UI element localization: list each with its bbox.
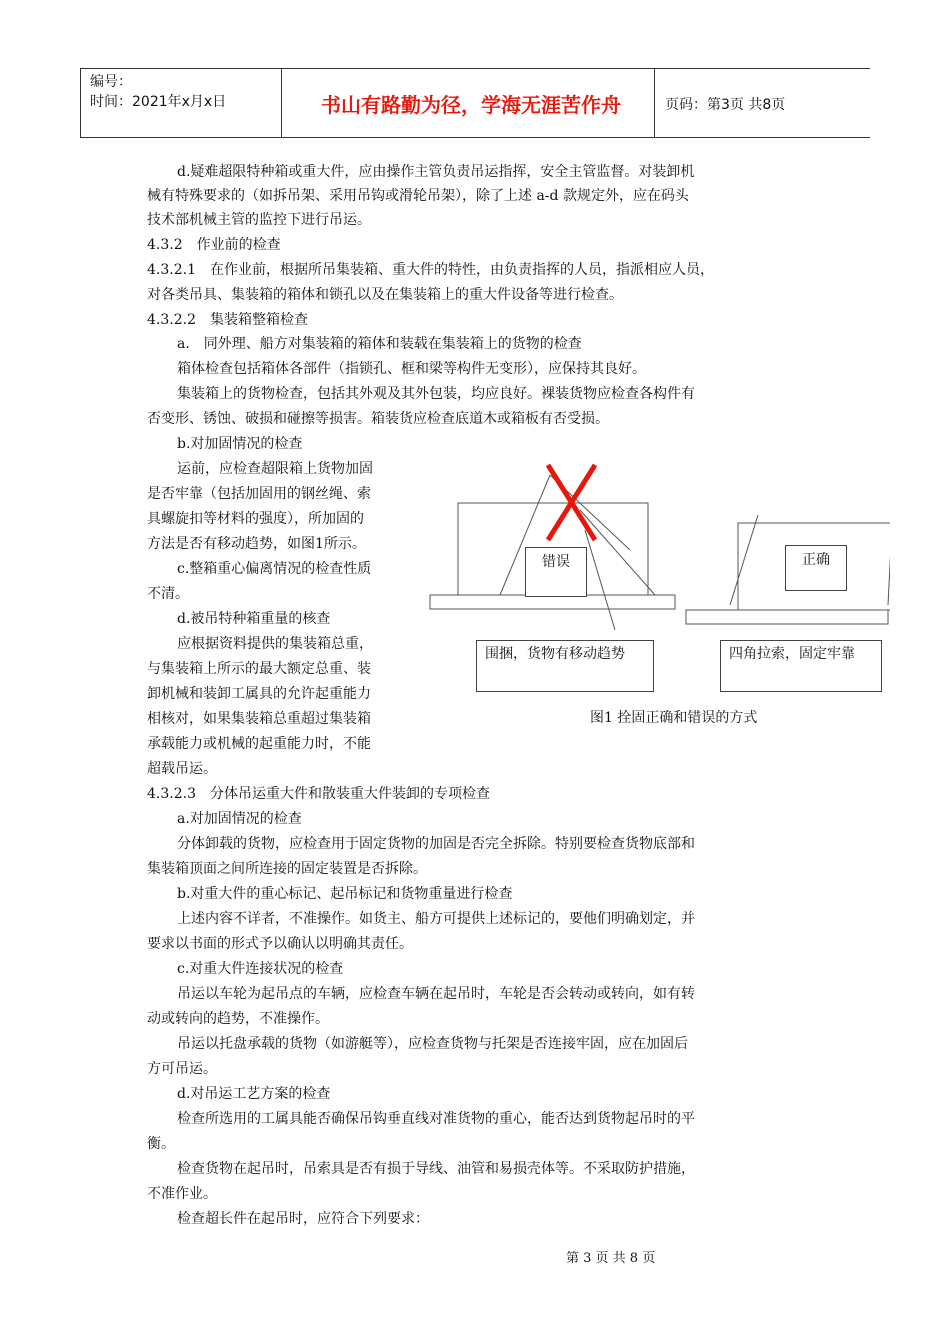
wrong-label: 错误 [542, 554, 570, 570]
body-line: 检查所选用的工属具能否确保吊钩垂直线对准货物的重心，能否达到货物起吊时的平 [177, 1111, 695, 1127]
body-line: 4.3.2.1 在作业前，根据所吊集装箱、重大件的特性，由负责指挥的人员，指派相应人员， [147, 262, 714, 278]
body-line: 否变形、锈蚀、破损和碰擦等损害。箱装货应检查底道木或箱板有否受损。 [147, 411, 609, 427]
body-line: b.对重大件的重心标记、起吊标记和货物重量进行检查 [177, 886, 513, 902]
right-label: 正确 [802, 552, 830, 568]
right-lashing-1 [730, 515, 758, 605]
figure-1 [420, 455, 890, 735]
body-line: c.整箱重心偏离情况的检查性质 [177, 561, 372, 577]
right-base-platform [686, 610, 888, 624]
header-number: 编号： [90, 74, 132, 90]
section-heading: 4.3.2 作业前的检查 [147, 237, 281, 253]
right-note: 四角拉索，固定牢靠 [729, 646, 855, 662]
header-border-left [80, 69, 81, 137]
wrong-base-platform [430, 595, 675, 609]
body-line: 集装箱顶面之间所连接的固定装置是否拆除。 [147, 861, 427, 877]
body-line: 承载能力或机械的起重能力时，不能 [147, 736, 371, 752]
body-line: 械有特殊要求的（如拆吊架、采用吊钩或滑轮吊架），除了上述 a-d 款规定外，应在码头 [147, 188, 689, 204]
body-line: 相核对，如果集装箱总重超过集装箱 [147, 711, 371, 727]
body-line: 卸机械和装卸工属具的允许起重能力 [147, 686, 371, 702]
lashing-diagram [420, 455, 890, 735]
body-line: 不准作业。 [147, 1186, 217, 1202]
body-line: 运前，应检查超限箱上货物加固 [177, 461, 373, 477]
body-line: 方可吊运。 [147, 1061, 217, 1077]
body-line: 检查货物在起吊时，吊索具是否有损于导线、油管和易损壳体等。不采取防护措施， [177, 1161, 695, 1177]
body-line: 超载吊运。 [147, 761, 217, 777]
body-line: 检查超长件在起吊时，应符合下列要求： [177, 1211, 429, 1227]
body-line: a.对加固情况的检查 [177, 811, 302, 827]
body-line: c.对重大件连接状况的检查 [177, 961, 344, 977]
header-motto: 书山有路勤为径，学海无涯苦作舟 [321, 93, 621, 117]
body-line: 具螺旋扣等材料的强度），所加固的 [147, 511, 364, 527]
body-line: 衡。 [147, 1136, 175, 1152]
header-divider-1 [281, 69, 282, 137]
body-line: 集装箱上的货物检查，包括其外观及其外包装，均应良好。裸装货物应检查各构件有 [177, 386, 695, 402]
wrong-label-box [525, 547, 587, 597]
body-line: d.疑难超限特种箱或重大件，应由操作主管负责吊运指挥，安全主管监督。对装卸机 [177, 164, 695, 180]
body-line: 不清。 [147, 586, 189, 602]
body-line: 吊运以托盘承载的货物（如游艇等），应检查货物与托架是否连接牢固，应在加固后 [177, 1036, 688, 1052]
wrong-note: 围捆，货物有移动趋势 [485, 646, 625, 662]
body-line: 技术部机械主管的监控下进行吊运。 [147, 212, 371, 228]
section-heading: 4.3.2.3 分体吊运重大件和散装重大件装卸的专项检查 [147, 786, 490, 802]
body-line: 与集装箱上所示的最大额定总重、装 [147, 661, 371, 677]
body-line: 箱体检查包括箱体各部件（指锁孔、框和梁等构件无变形），应保持其良好。 [177, 361, 646, 377]
figure-caption: 图1 拴固正确和错误的方式 [590, 710, 758, 726]
body-line: 吊运以车轮为起吊点的车辆，应检查车辆在起吊时，车轮是否会转动或转向，如有转 [177, 986, 695, 1002]
wrong-note-box [476, 640, 654, 692]
body-line: d.对吊运工艺方案的检查 [177, 1086, 331, 1102]
header-meta [90, 72, 226, 112]
body-line: b.对加固情况的检查 [177, 436, 303, 452]
right-lashing-2 [888, 525, 890, 605]
body-line: 对各类吊具、集装箱的箱体和锁孔以及在集装箱上的重大件设备等进行检查。 [147, 287, 623, 303]
header-date: 时间：2021年x月x日 [90, 94, 227, 110]
header-page-info: 页码：第3页 共8页 [665, 97, 786, 113]
body-line: 应根据资料提供的集装箱总重， [177, 636, 373, 652]
section-heading: 4.3.2.2 集装箱整箱检查 [147, 312, 308, 328]
right-label-box [785, 545, 847, 591]
body-line: 方法是否有移动趋势，如图1所示。 [147, 536, 366, 552]
body-line: 上述内容不详者，不准操作。如货主、船方可提供上述标记的，要他们明确划定，并 [177, 911, 695, 927]
page-header [80, 68, 870, 138]
body-line: d.被吊特种箱重量的核查 [177, 611, 331, 627]
body-line: 动或转向的趋势，不准操作。 [147, 1011, 329, 1027]
right-note-box [720, 640, 882, 692]
body-line: 分体卸载的货物，应检查用于固定货物的加固是否完全拆除。特别要检查货物底部和 [177, 836, 695, 852]
page-footer: 第 3 页 共 8 页 [566, 1251, 656, 1266]
body-line: 要求以书面的形式予以确认以明确其责任。 [147, 936, 413, 952]
body-line: a. 同外理、船方对集装箱的箱体和装载在集装箱上的货物的检查 [177, 336, 582, 352]
body-line: 是否牢靠（包括加固用的钢丝绳、索 [147, 486, 371, 502]
